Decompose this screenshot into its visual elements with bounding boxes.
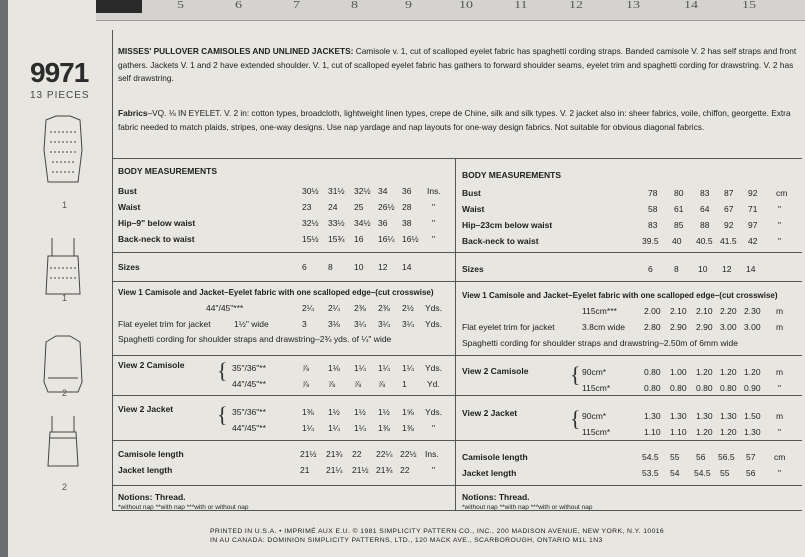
camisole-length-label: Camisole length <box>118 449 184 459</box>
cell: 0.80 <box>644 383 661 393</box>
cell: 80 <box>674 188 684 198</box>
cell: 25 <box>354 202 364 212</box>
cell: 1.30 <box>720 411 737 421</box>
cell: 1½ <box>328 407 340 417</box>
cell: 15¾ <box>328 234 345 244</box>
fabric-width: 115cm* <box>582 427 611 437</box>
rule <box>112 440 802 441</box>
cell: 1.10 <box>644 427 661 437</box>
cell: 92 <box>724 220 734 230</box>
cell: 21¼ <box>326 465 343 475</box>
camisole-length-label: Camisole length <box>462 452 528 462</box>
cell: 28 <box>402 202 412 212</box>
unit: m <box>776 306 784 316</box>
size: 8 <box>328 262 333 272</box>
unit: " <box>778 468 782 478</box>
pattern-number: 9971 <box>30 57 89 88</box>
fabric-width: 35"/36"** <box>232 363 266 373</box>
cell: 1¼ <box>354 363 366 373</box>
unit: Yd. <box>427 379 440 389</box>
unit: " <box>778 220 782 230</box>
row-label: Bust <box>462 188 481 198</box>
table-top-rule <box>112 158 802 159</box>
cell: 31½ <box>328 186 345 196</box>
cell: 53.5 <box>642 468 659 478</box>
cell: 3¼ <box>354 319 366 329</box>
row-label: Waist <box>118 202 141 212</box>
cell: 1¼ <box>302 423 314 433</box>
row-label: Back-neck to waist <box>462 236 539 246</box>
cell: 42 <box>748 236 758 246</box>
ruler-tick: 14 <box>684 0 698 11</box>
ruler-tick: 12 <box>569 0 583 11</box>
cell: 1⅛ <box>328 363 340 373</box>
unit: Ins. <box>425 449 439 459</box>
unit: Yds. <box>425 303 443 313</box>
cell: 1¼ <box>354 423 366 433</box>
trim-label: Flat eyelet trim for jacket <box>118 319 211 329</box>
cell: 36 <box>378 218 388 228</box>
cell: ⅞ <box>302 363 310 373</box>
brace: { <box>570 362 581 387</box>
body-measurements-title: BODY MEASUREMENTS <box>118 166 218 176</box>
unit: cm <box>774 452 786 462</box>
camisole-view1-sketch <box>46 238 80 294</box>
sizes-label: Sizes <box>462 264 484 274</box>
pattern-description <box>118 45 798 86</box>
unit: cm <box>776 188 788 198</box>
brace: { <box>217 402 228 427</box>
cell: 2⅜ <box>354 303 366 313</box>
cell: 16 <box>354 234 364 244</box>
cell: 1.20 <box>744 367 761 377</box>
cell: 54.5 <box>642 452 659 462</box>
unit: " <box>432 218 436 228</box>
cell: 32½ <box>302 218 319 228</box>
cell: 1¼ <box>378 363 390 373</box>
cell: 1⅜ <box>378 423 390 433</box>
cell: 1¼ <box>328 423 340 433</box>
cell: 3.00 <box>720 322 737 332</box>
cell: 85 <box>674 220 684 230</box>
trim-width: 1½" wide <box>234 319 269 329</box>
cell: 1.50 <box>744 411 761 421</box>
cell: 78 <box>648 188 658 198</box>
cell: 36 <box>402 186 412 196</box>
cell: 57 <box>746 452 756 462</box>
cell: 1.30 <box>670 411 687 421</box>
row-label: Back-neck to waist <box>118 234 195 244</box>
cell: 1½ <box>378 407 390 417</box>
size: 6 <box>648 264 653 274</box>
trim-width: 3.8cm wide <box>582 322 625 332</box>
unit: " <box>778 427 782 437</box>
size: 10 <box>354 262 364 272</box>
cell: 32½ <box>354 186 371 196</box>
cell: 1¼ <box>402 363 414 373</box>
row-label: Bust <box>118 186 137 196</box>
cell: 2.30 <box>744 306 761 316</box>
cell: 22½ <box>400 449 417 459</box>
view2-jacket-label: View 2 Jacket <box>462 408 518 418</box>
fabric-width: 35"/36"** <box>232 407 266 417</box>
unit: Yds. <box>425 319 443 329</box>
cell: 1.30 <box>696 411 713 421</box>
cell: 1.00 <box>670 367 687 377</box>
cell: 2½ <box>402 303 414 313</box>
ruler-tick: 15 <box>742 0 756 11</box>
cell: 1.10 <box>670 427 687 437</box>
cell: 88 <box>700 220 710 230</box>
ruler-tick: 6 <box>235 0 242 11</box>
cell: 22¼ <box>376 449 393 459</box>
cell: 2.90 <box>670 322 687 332</box>
cell: 2.10 <box>696 306 713 316</box>
size: 14 <box>402 262 412 272</box>
cell: 15½ <box>302 234 319 244</box>
cell: 3⅛ <box>328 319 340 329</box>
cell: 2¼ <box>302 303 314 313</box>
jacket-length-label: Jacket length <box>462 468 517 478</box>
cell: 3 <box>302 319 307 329</box>
ruler-tick: 11 <box>514 0 528 11</box>
unit: m <box>776 322 784 332</box>
cell: ⅞ <box>328 379 336 389</box>
cell: 21½ <box>352 465 369 475</box>
cell: ⅞ <box>378 379 386 389</box>
cell: 56.5 <box>718 452 735 462</box>
cell: 54 <box>670 468 680 478</box>
cell: 33½ <box>328 218 345 228</box>
ruler-black-block <box>96 0 142 13</box>
size: 14 <box>746 264 756 274</box>
cell: 40 <box>672 236 682 246</box>
cell: ⅞ <box>354 379 362 389</box>
cell: 3¼ <box>378 319 390 329</box>
cell: 54.5 <box>694 468 711 478</box>
cell: 2⅜ <box>378 303 390 313</box>
unit: " <box>432 202 436 212</box>
body-measurements-title: BODY MEASUREMENTS <box>462 170 562 180</box>
cell: 2¼ <box>328 303 340 313</box>
cell: 2.80 <box>644 322 661 332</box>
unit: m <box>776 367 784 377</box>
unit: " <box>778 204 782 214</box>
figure-label: 1 <box>62 293 68 303</box>
ruler-tick: 13 <box>626 0 640 11</box>
cell: 1.30 <box>644 411 661 421</box>
cell: 22 <box>400 465 410 475</box>
table-column-divider <box>455 158 456 510</box>
ruler-tick: 5 <box>177 0 184 11</box>
view1-title: View 1 Camisole and Jacket–Eyelet fabric with one scalloped edge–(cut crosswise) <box>118 288 434 297</box>
notions: Notions: Thread. <box>118 492 186 502</box>
cell: 21 <box>300 465 310 475</box>
cell: 2.10 <box>670 306 687 316</box>
cell: 87 <box>724 188 734 198</box>
unit: " <box>432 465 436 475</box>
cell: 58 <box>648 204 658 214</box>
cell: 21½ <box>300 449 317 459</box>
size: 8 <box>674 264 679 274</box>
rule <box>112 485 802 486</box>
ruler-tick: 8 <box>351 0 358 11</box>
footer-line-1: PRINTED IN U.S.A. • IMPRIMÉ AUX E.U. © 1981 SIMPLICITY PATTERN CO., INC., 200 MADISON AVENUE, NEW YORK, N.Y. 10016 <box>210 528 665 535</box>
cell: 30½ <box>302 186 319 196</box>
unit: Yds. <box>425 407 443 417</box>
cell: 55 <box>670 452 680 462</box>
cell: 92 <box>748 188 758 198</box>
cell: 41.5 <box>720 236 737 246</box>
cell: 61 <box>674 204 684 214</box>
fabric-width: 90cm* <box>582 411 607 421</box>
ruler-tick: 10 <box>459 0 473 11</box>
footnote: *without nap **with nap ***with or without nap <box>118 504 249 511</box>
cell: 55 <box>720 468 730 478</box>
jacket-view2-sketch <box>44 336 82 392</box>
cell: 67 <box>724 204 734 214</box>
cell: 56 <box>696 452 706 462</box>
footnote: *without nap **with nap ***with or without nap <box>462 504 593 511</box>
cell: 1.20 <box>720 427 737 437</box>
view2-jacket-label: View 2 Jacket <box>118 404 174 414</box>
cell: 1.20 <box>696 427 713 437</box>
cell: 83 <box>648 220 658 230</box>
printer-footer <box>210 527 664 545</box>
cell: 40.5 <box>696 236 713 246</box>
cell: 1.30 <box>744 427 761 437</box>
cell: 34½ <box>354 218 371 228</box>
sizes-label: Sizes <box>118 262 140 272</box>
cell: ⅞ <box>302 379 310 389</box>
cell: 64 <box>700 204 710 214</box>
rule <box>112 252 802 253</box>
size: 10 <box>698 264 708 274</box>
cell: 0.80 <box>720 383 737 393</box>
fabric-width: 115cm*** <box>582 306 617 316</box>
cell: 3.00 <box>744 322 761 332</box>
cell: 1 <box>402 379 407 389</box>
footer-line-2: IN AU CANADA: DOMINION SIMPLICITY PATTERNS, LTD., 120 MACK AVE., SCARBOROUGH, ONTARIO M1L 1N3 <box>210 537 603 544</box>
fabric-width: 44"/45"*** <box>206 303 244 313</box>
cell: 3¼ <box>402 319 414 329</box>
unit: " <box>432 423 436 433</box>
fabric-width: 44"/45"** <box>232 423 266 433</box>
cell: 97 <box>748 220 758 230</box>
row-label: Hip–23cm below waist <box>462 220 553 230</box>
cell: 39.5 <box>642 236 659 246</box>
ruler <box>96 0 805 21</box>
row-label: Waist <box>462 204 485 214</box>
size: 6 <box>302 262 307 272</box>
cording-note: Spaghetti cording for shoulder straps and drawstring–2¾ yds. of ¼" wide <box>118 334 392 344</box>
fabrics-text: –VQ. ⅛ IN EYELET. V. 2 in: cotton types, broadcloth, lightweight linen types, crepe de Chine, silk and silk types. V. 2 jacket also in: sheer fabrics, voile, chiffon, georgette. Extra fabric needed to match plaids, stripes, one-way designs. Use nap yardage and nap layouts for one-way design fabrics. Not suitable for obvious diagonal fabrics. <box>118 108 791 132</box>
view2-camisole-label: View 2 Camisole <box>118 360 185 370</box>
cell: 0.80 <box>644 367 661 377</box>
description-text: Camisole v. 1, cut of scalloped eyelet fabric has spaghetti cording straps. Banded camisole V. 2 has self straps and front gathers. Jackets V. 1 and 2 have extended shoulder. V. 1, cut of scalloped eyelet fabric has gathers to forward shoulder seams, eyelet trim and spaghetti cording for drawstring. V. 2 has self drawstring. <box>118 46 797 83</box>
view1-title: View 1 Camisole and Jacket–Eyelet fabric with one scalloped edge–(cut crosswise) <box>462 291 778 300</box>
cell: 23 <box>302 202 312 212</box>
fabrics-section <box>118 107 798 134</box>
cell: 2.20 <box>720 306 737 316</box>
ruler-tick: 9 <box>405 0 412 11</box>
cell: 34 <box>378 186 388 196</box>
fabric-width: 90cm* <box>582 367 607 377</box>
cell: 0.80 <box>696 383 713 393</box>
cell: 1½ <box>354 407 366 417</box>
unit: " <box>432 234 436 244</box>
trim-label: Flat eyelet trim for jacket <box>462 322 555 332</box>
cording-note: Spaghetti cording for shoulder straps and drawstring–2.50m of 6mm wide <box>462 338 738 348</box>
fabric-width: 115cm* <box>582 383 611 393</box>
fabric-width: 44"/45"** <box>232 379 266 389</box>
fabrics-label: Fabrics <box>118 108 148 118</box>
ruler-tick: 7 <box>293 0 300 11</box>
cell: 1⅝ <box>402 407 414 417</box>
jacket-length-label: Jacket length <box>118 465 173 475</box>
view2-camisole-label: View 2 Camisole <box>462 366 529 376</box>
description-title: MISSES' PULLOVER CAMISOLES AND UNLINED JACKETS: <box>118 46 354 56</box>
cell: 1.20 <box>696 367 713 377</box>
rule <box>112 355 802 356</box>
cell: 16½ <box>402 234 419 244</box>
camisole-view2-sketch <box>48 416 78 466</box>
cell: 83 <box>700 188 710 198</box>
rule <box>112 395 802 396</box>
cell: 71 <box>748 204 758 214</box>
unit: Ins. <box>427 186 441 196</box>
cell: 1⅜ <box>302 407 314 417</box>
jacket-view1-sketch <box>44 116 82 182</box>
size: 12 <box>378 262 388 272</box>
cell: 1.20 <box>720 367 737 377</box>
cell: 0.80 <box>670 383 687 393</box>
unit: m <box>776 411 784 421</box>
brace: { <box>570 406 581 431</box>
notions: Notions: Thread. <box>462 492 530 502</box>
row-label: Hip–9" below waist <box>118 218 196 228</box>
figure-label: 2 <box>62 388 68 398</box>
cell: 1⅜ <box>402 423 414 433</box>
cell: 24 <box>328 202 338 212</box>
rule <box>112 281 802 282</box>
pieces-count: 13 PIECES <box>30 90 90 101</box>
unit: Yds. <box>425 363 443 373</box>
brace: { <box>217 358 228 383</box>
cell: 2.90 <box>696 322 713 332</box>
size: 12 <box>722 264 732 274</box>
cell: 56 <box>746 468 756 478</box>
unit: " <box>778 383 782 393</box>
cell: 2.00 <box>644 306 661 316</box>
cell: 21¾ <box>376 465 393 475</box>
cell: 16¼ <box>378 234 395 244</box>
cell: 0.90 <box>744 383 761 393</box>
cell: 38 <box>402 218 412 228</box>
figure-label: 2 <box>62 482 68 492</box>
figure-label: 1 <box>62 200 68 210</box>
cell: 26½ <box>378 202 395 212</box>
cell: 22 <box>352 449 362 459</box>
unit: " <box>778 236 782 246</box>
cell: 21¾ <box>326 449 343 459</box>
left-divider <box>112 30 113 510</box>
